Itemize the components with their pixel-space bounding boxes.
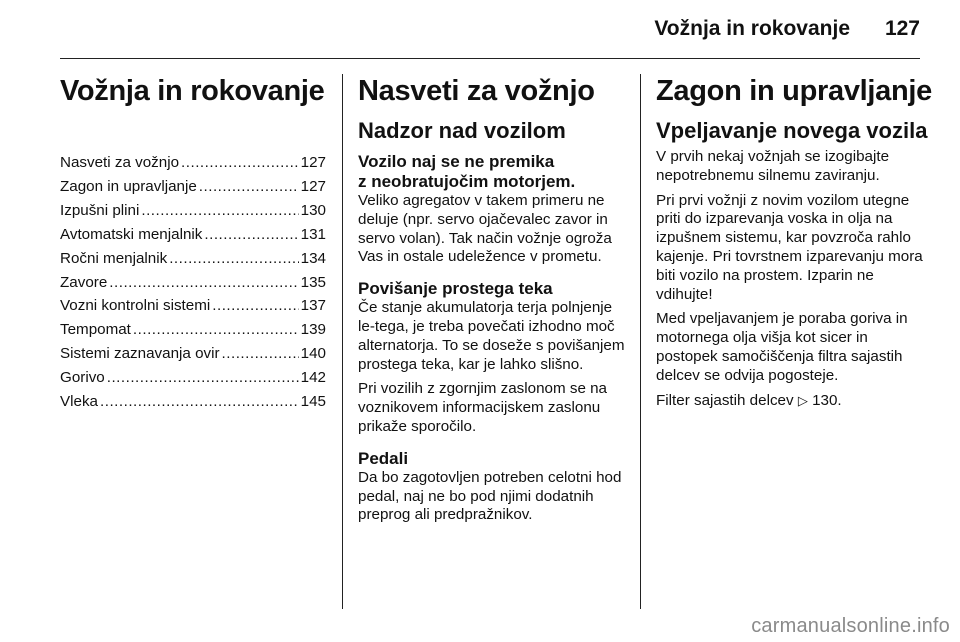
column-divider-1 xyxy=(342,74,343,609)
idle-speed-body-1: Če stanje akumulatorja terja polnjenje le-tega, je treba povečati izhodno moč alternatorja. To se doseže s povišanjem prostega teka, kar je lahko slišno. xyxy=(358,299,625,373)
toc-item[interactable]: Nasveti za vožnjo ..... 127 xyxy=(60,151,326,175)
column-divider-2 xyxy=(640,74,641,609)
engine-off-title-line2: z neobratujočim motorjem. xyxy=(358,172,576,191)
toc-item[interactable]: Zavore ..... 135 xyxy=(60,271,326,295)
running-title: Vožnja in rokovanje xyxy=(654,17,850,40)
header-rule xyxy=(60,58,920,59)
toc-item[interactable]: Vozni kontrolni sistemi ..... 137 xyxy=(60,294,326,318)
section-title: Zagon in upravljanje xyxy=(656,75,932,107)
pedals-body: Da bo zagotovljen potreben celotni hod pedal, naj ne bo pod njimi dodatnih preprog ali predpražnikov. xyxy=(358,468,622,524)
paragraph: Med vpeljavanjem je poraba goriva in motornega olja višja kot sicer in postopek samočiščenja filtra sajastih delcev se odvija pogosteje. xyxy=(656,310,908,384)
engine-off-title-line1: Vozilo naj se ne premika xyxy=(358,152,555,171)
toc-item[interactable]: Gorivo ..... 142 xyxy=(60,366,326,390)
toc-item[interactable]: Vleka ..... 145 xyxy=(60,390,326,414)
engine-off-section xyxy=(358,152,626,267)
toc-item[interactable]: Izpušni plini ..... 130 xyxy=(60,199,326,223)
subsection-title: Vpeljavanje novega vozila xyxy=(656,118,928,143)
paragraph: V prvih nekaj vožnjah se izogibajte nepotrebnemu silnemu zaviranju. xyxy=(656,148,890,184)
pedals-title: Pedali xyxy=(358,448,409,468)
section-title: Nasveti za vožnjo xyxy=(358,75,595,107)
idle-speed-title: Povišanje prostega teka xyxy=(358,279,553,299)
toc-item[interactable]: Sistemi zaznavanja ovir ..... 140 xyxy=(60,342,326,366)
idle-speed-body-2: Pri vozilih z zgornjim zaslonom se na voznikovem informacijskem zaslonu prikaže sporočilo. xyxy=(358,380,607,435)
paragraph: Pri prvi vožnji z novim vozilom utegne priti do izparevanja voska in olja na izpušnem sistemu, kar povzroča rahlo kajenje. Pri tovrstnem izparevanju mora biti vozilo na prostem. Izparin ne vdihujte! xyxy=(656,191,923,303)
chapter-title: Vožnja in rokovanje xyxy=(60,75,325,107)
reference-page-link[interactable]: 130. xyxy=(812,391,842,409)
driving-tips-column xyxy=(358,74,626,537)
engine-off-body: Veliko agregatov v takem primeru ne deluje (npr. servo ojačevalec zavor in servo volan). Tak način vožnje ogroža Vas in ostale udeležence v prometu. xyxy=(358,192,612,266)
idle-speed-section xyxy=(358,279,626,437)
pedals-section xyxy=(358,449,626,525)
toc-item[interactable]: Ročni menjalnik ..... 134 xyxy=(60,247,326,271)
subsection-title: Nadzor nad vozilom xyxy=(358,118,566,143)
table-of-contents xyxy=(60,151,326,414)
starting-column xyxy=(656,74,932,416)
page-number: 127 xyxy=(884,17,920,40)
page-header xyxy=(0,0,960,60)
toc-item[interactable]: Zagon in upravljanje ..... 127 xyxy=(60,175,326,199)
reference-arrow-icon: ▷ xyxy=(797,392,808,408)
cross-reference: Filter sajastih delcev ▷ 130. xyxy=(656,391,842,409)
toc-item[interactable]: Avtomatski menjalnik ..... 131 xyxy=(60,223,326,247)
toc-column xyxy=(60,74,326,414)
toc-item[interactable]: Tempomat ..... 139 xyxy=(60,318,326,342)
watermark: carmanualsonline.info xyxy=(751,615,950,637)
